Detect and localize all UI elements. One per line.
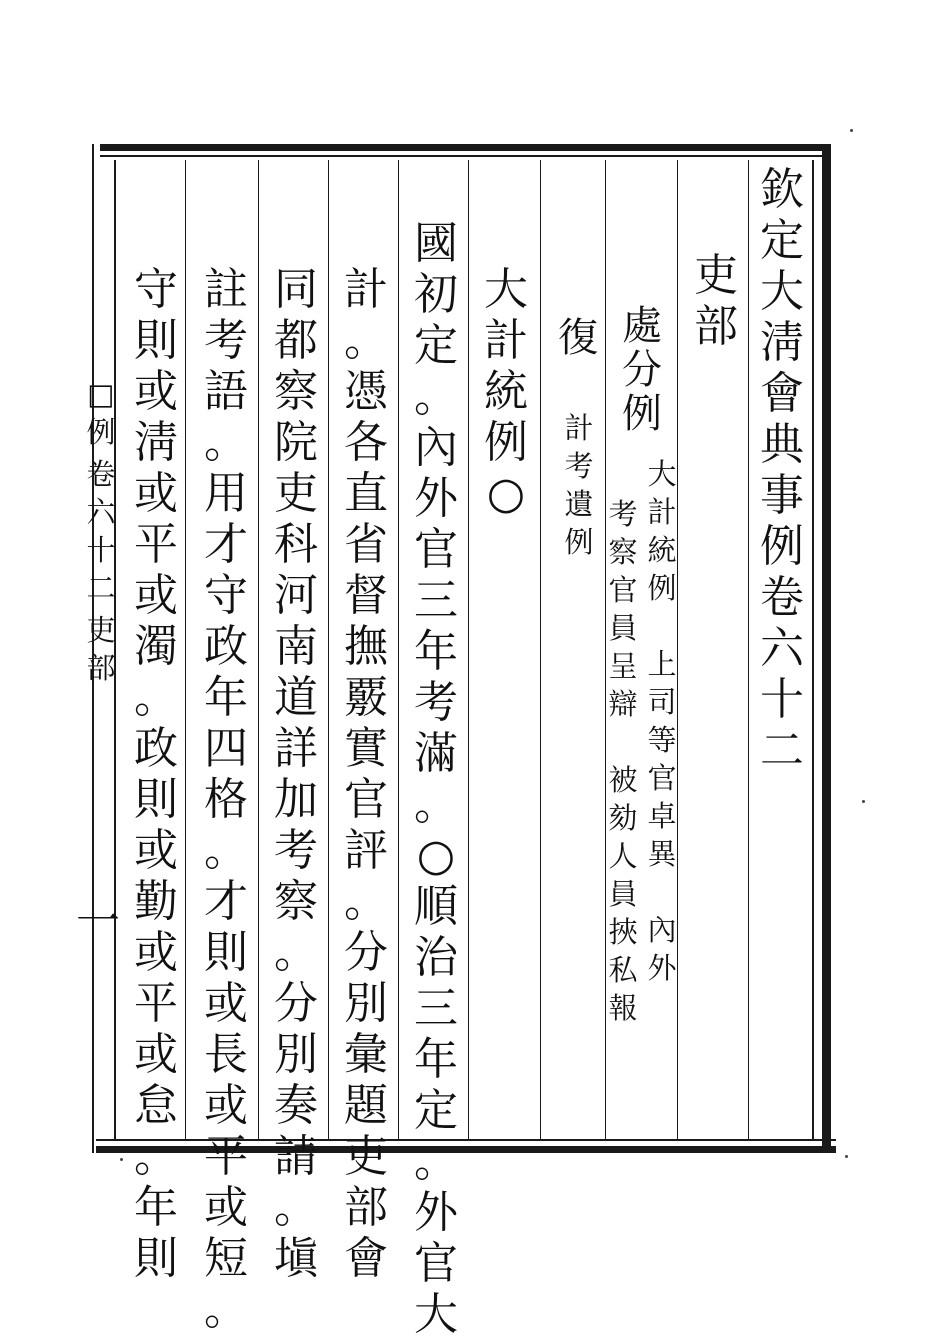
text-character: 才 [204,519,248,570]
text-character: 別 [274,1029,318,1080]
ink-speck [120,1158,123,1161]
section-heading [478,264,534,523]
text-character: 私 [608,953,638,987]
text-character: 會 [760,368,804,419]
text-character: 用 [204,468,248,519]
text-character: 人 [608,839,638,873]
text-character: 十 [760,674,804,725]
text-character: 考 [204,315,248,366]
text-character: 則 [134,774,178,825]
text-character: 察 [608,535,638,569]
text-character: 彙 [344,1029,388,1080]
text-character: 考 [274,825,318,876]
text-character: 平 [204,1131,248,1182]
column-divider [398,160,399,1140]
text-character: 分 [344,927,388,978]
text-character: 政 [204,621,248,672]
page-number [76,896,120,951]
text-character: 。 [344,315,388,366]
text-character: 各 [344,417,388,468]
text-character: 官 [647,761,677,795]
text-character: 報 [608,991,638,1025]
text-character: 內 [414,422,458,473]
text-character: 守 [204,570,248,621]
text-character: 分 [622,347,662,393]
text-character: 考 [608,497,638,531]
text-character: 例 [760,521,804,572]
text-character: 事 [760,470,804,521]
text-character: 卷 [86,457,116,491]
fold-margin-chapter [86,457,116,612]
text-character: 順 [414,881,458,932]
text-character: 例 [564,525,594,559]
text-character: 平 [134,978,178,1029]
text-character: 等 [647,723,677,757]
text-character: 大 [484,264,528,315]
top-border-inner-rule [100,155,830,157]
text-character: 初 [414,269,458,320]
text-character: 或 [134,927,178,978]
text-gap [647,612,676,650]
text-character: 或 [134,570,178,621]
text-character: 或 [204,978,248,1029]
text-character: 評 [344,825,388,876]
text-character: 二 [760,725,804,776]
text-character: 六 [86,495,116,529]
text-character: 呈 [608,649,638,683]
text-character: 復 [558,315,598,361]
text-character: 計 [484,315,528,366]
text-character: 請 [274,1131,318,1182]
text-character: 員 [608,877,638,911]
text-character: 年 [414,626,458,677]
text-character: 上 [647,647,677,681]
text-character: 語 [204,366,248,417]
text-character: 。 [134,672,178,723]
text-character: 部 [86,651,116,685]
text-character: 定 [414,1085,458,1136]
text-character: 同 [274,264,318,315]
text-character: 計 [344,264,388,315]
text-character: 才 [204,876,248,927]
text-character: 吏 [344,1131,388,1182]
text-character: 守 [134,264,178,315]
text-character: 吏 [86,613,116,647]
text-character: 三 [414,983,458,1034]
text-character: 年 [134,1182,178,1233]
text-character: 考 [414,677,458,728]
text-character: 例 [647,571,677,605]
text-character: 考 [564,449,594,483]
text-character: 則 [134,1233,178,1284]
ink-speck [850,129,853,132]
text-character: 三 [414,575,458,626]
text-character: 分 [274,978,318,1029]
text-character: 塡 [274,1233,318,1284]
text-character: 計 [647,495,677,529]
column-divider [185,160,186,1140]
text-character: 劾 [608,801,638,835]
text-character: 欽 [760,164,804,215]
text-character: 吏 [694,250,738,301]
text-character: 統 [647,533,677,567]
text-character: 省 [344,519,388,570]
text-character: 或 [134,366,178,417]
text-character: 。 [344,876,388,927]
right-border-inner-rule [812,160,814,1140]
text-character: 。 [414,779,458,830]
column-divider [328,160,329,1140]
text-character: 年 [204,672,248,723]
fold-margin-title [86,377,116,456]
body-line [338,264,394,1288]
text-character: 勤 [134,876,178,927]
text-character: 察 [274,876,318,927]
body-line [408,218,464,1344]
text-character: 內 [647,913,677,947]
text-character: 例 [86,415,116,449]
text-character: 濁 [134,621,178,672]
text-character: 國 [414,218,458,269]
text-character: 別 [344,978,388,1029]
text-character: 年 [414,1034,458,1085]
right-border-rule [822,144,831,1153]
top-border-rule [100,144,830,151]
text-character: 司 [647,685,677,719]
text-character: 部 [694,301,738,352]
text-character: 員 [608,611,638,645]
text-character: □ [87,377,115,411]
text-character: 被 [608,763,638,797]
column-divider [468,160,469,1140]
text-character: 。 [204,1284,248,1335]
text-character: 詳 [274,723,318,774]
text-character: 卷 [760,572,804,623]
text-character: 定 [760,215,804,266]
text-character: 例 [622,391,662,437]
text-character: 典 [760,419,804,470]
text-character: 。 [274,927,318,978]
text-character: 都 [274,315,318,366]
toc-continuation [550,315,606,362]
text-character: 。 [414,371,458,422]
text-character: 會 [344,1233,388,1284]
text-character: 官 [344,774,388,825]
text-character: 短 [204,1233,248,1284]
text-character: 南 [274,621,318,672]
fold-margin-ministry [86,613,116,692]
ink-speck [862,800,865,803]
text-character: 挾 [608,915,638,949]
text-character: 卓 [647,799,677,833]
toc-entries-left [606,497,640,1032]
text-character: 統 [484,366,528,417]
text-character: 。 [204,417,248,468]
text-character: 則 [204,927,248,978]
text-gap [608,728,637,766]
text-character: 十 [86,533,116,567]
text-character: 處 [622,303,662,349]
text-character: 吏 [274,468,318,519]
text-character: 辯 [608,687,638,721]
text-character: 或 [204,1182,248,1233]
text-character: 二 [86,571,116,605]
text-character: 。 [414,1136,458,1187]
text-gap [647,878,676,916]
text-character: ○ [486,468,526,519]
text-character: 異 [647,837,677,871]
text-character: 實 [344,723,388,774]
text-character: 四 [204,723,248,774]
text-character: 或 [134,468,178,519]
text-character: 外 [414,1187,458,1238]
text-character: 長 [204,1029,248,1080]
text-character: 外 [414,473,458,524]
text-character: 一 [76,896,120,947]
text-character: 六 [760,623,804,674]
text-character: 大 [760,266,804,317]
book-title [754,164,810,780]
ministry-heading [688,250,744,356]
body-line [198,264,254,1339]
text-character: 外 [647,951,677,985]
body-line [268,264,324,1288]
text-character: 官 [608,573,638,607]
column-divider [258,160,259,1140]
text-character: 奏 [274,1080,318,1131]
text-character: 。 [204,825,248,876]
text-character: 滿 [414,728,458,779]
text-character: 直 [344,468,388,519]
text-character: 遺 [564,487,594,521]
text-character: 定 [414,320,458,371]
text-character: 格 [204,774,248,825]
text-character: 撫 [344,621,388,672]
column-divider [748,160,749,1140]
text-character: 大 [647,457,677,491]
text-character: 官 [414,1238,458,1289]
text-character: 道 [274,672,318,723]
text-character: 或 [134,1029,178,1080]
text-character: 則 [134,315,178,366]
text-character: 。 [134,1131,178,1182]
body-line [128,264,184,1288]
text-character: 加 [274,774,318,825]
ink-speck [845,1155,848,1158]
text-character: 覈 [344,672,388,723]
text-character: 河 [274,570,318,621]
text-character: 題 [344,1080,388,1131]
text-character: 。 [274,1182,318,1233]
text-character: 院 [274,417,318,468]
text-character: 大 [414,1289,458,1340]
text-character: 計 [564,411,594,445]
text-character: 察 [274,366,318,417]
text-character: 政 [134,723,178,774]
text-character: 怠 [134,1080,178,1131]
text-character: 或 [204,1080,248,1131]
toc-category [614,303,670,438]
text-character: 例 [484,417,528,468]
text-character: 治 [414,932,458,983]
text-character: 科 [274,519,318,570]
column-divider [540,160,541,1140]
text-character: 督 [344,570,388,621]
text-character: 憑 [344,366,388,417]
text-character: 淸 [134,417,178,468]
text-character: 或 [134,825,178,876]
toc-continuation-sub [562,411,596,566]
text-character: 部 [344,1182,388,1233]
text-character: 註 [204,264,248,315]
text-character: 淸 [760,317,804,368]
text-character: 平 [134,519,178,570]
text-character: 官 [414,524,458,575]
text-character: ○ [416,830,456,881]
